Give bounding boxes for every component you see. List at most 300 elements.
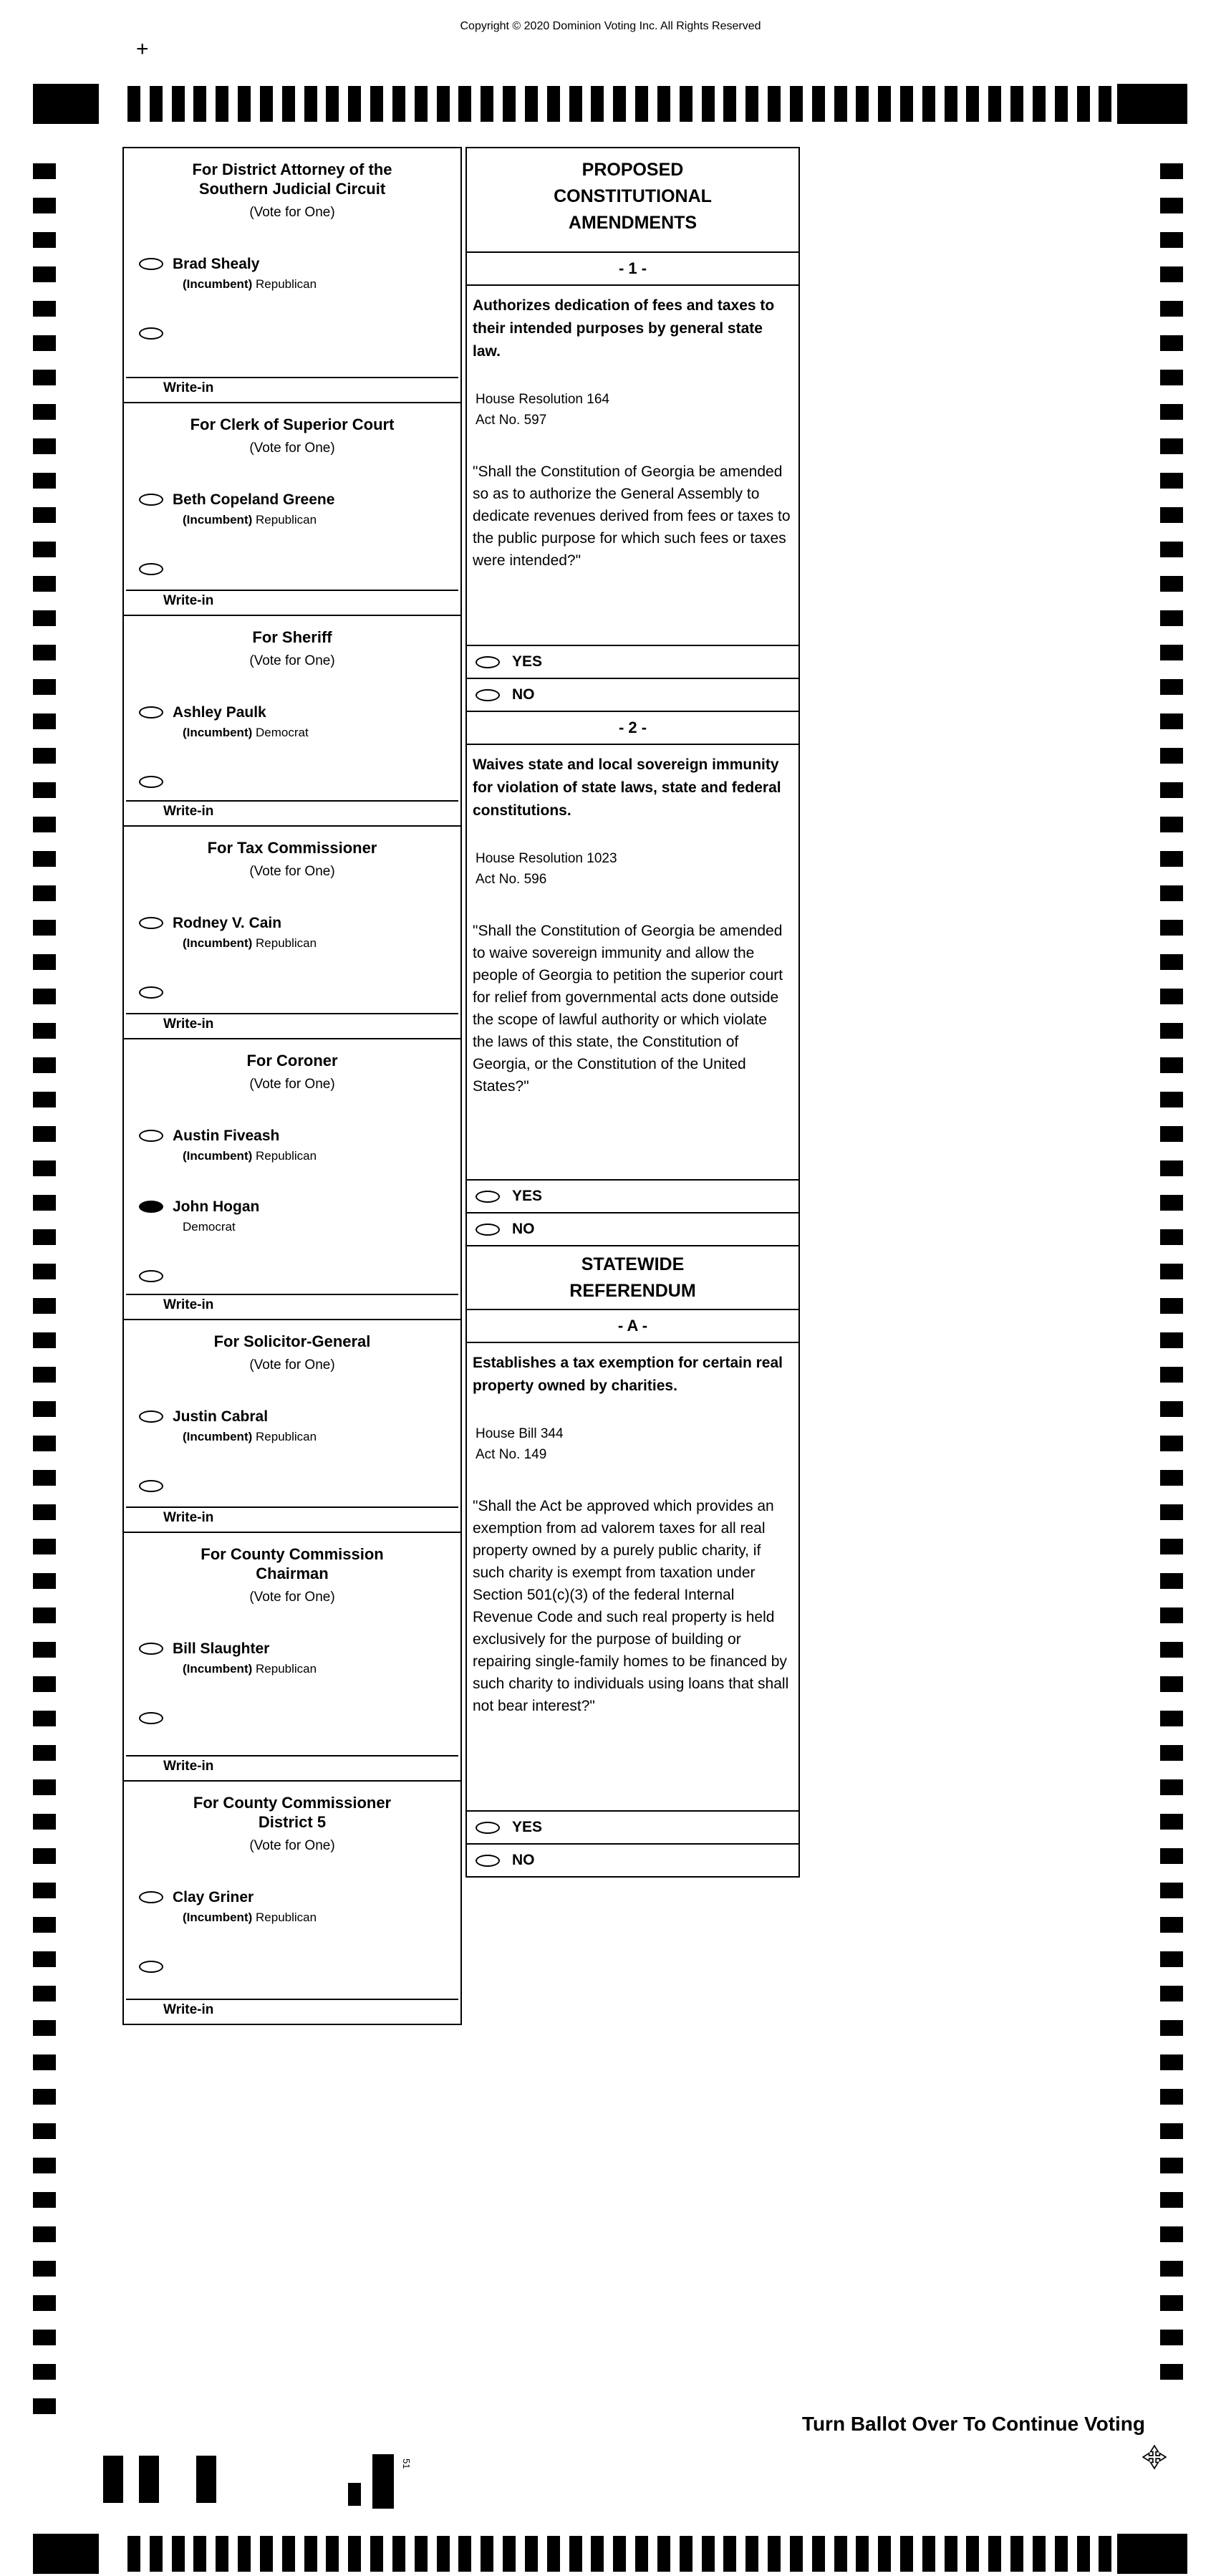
- timing-mark: [33, 1057, 56, 1073]
- option-yes: [467, 1810, 798, 1843]
- timing-mark: [1160, 1126, 1183, 1142]
- timing-mark: [1160, 2158, 1183, 2173]
- write-in-candidate-row: [139, 1709, 460, 1724]
- barcode-bar: [103, 2456, 123, 2503]
- candidate-name: Bill Slaughter: [173, 1640, 270, 1657]
- option-no: [467, 678, 798, 711]
- referendum-a: [465, 1309, 800, 1878]
- timing-mark: [33, 2123, 56, 2139]
- timing-mark: [33, 301, 56, 317]
- measure-options: [467, 1810, 798, 1876]
- timing-mark: [33, 2089, 56, 2105]
- measure-options: [467, 1179, 798, 1245]
- vote-for-instruction: (Vote for One): [249, 1357, 335, 1373]
- timing-marks-top: [0, 86, 1221, 122]
- timing-mark: [834, 2536, 847, 2572]
- timing-mark: [1160, 1779, 1183, 1795]
- timing-mark: [33, 2158, 56, 2173]
- timing-mark: [193, 2536, 206, 2572]
- candidate-detail: (Incumbent) Republican: [183, 1430, 317, 1443]
- write-in-line[interactable]: [126, 1506, 458, 1508]
- timing-mark: [1160, 1642, 1183, 1658]
- timing-mark: [33, 1883, 56, 1898]
- yes-oval[interactable]: [476, 656, 500, 668]
- timing-mark: [702, 86, 715, 122]
- option-yes: [467, 645, 798, 678]
- contest-title: For Solicitor-General: [213, 1332, 371, 1350]
- write-in-line[interactable]: [126, 590, 458, 591]
- candidate-row: [139, 1198, 460, 1234]
- no-label: NO: [512, 686, 535, 703]
- timing-mark: [1160, 266, 1183, 282]
- timing-mark: [193, 86, 206, 122]
- timing-mark: [702, 2536, 715, 2572]
- vote-for-instruction: (Vote for One): [249, 1077, 335, 1092]
- timing-mark: [260, 2536, 273, 2572]
- timing-mark: [33, 473, 56, 489]
- timing-mark: [1160, 748, 1183, 764]
- candidate-name: Beth Copeland Greene: [173, 491, 335, 508]
- write-in-candidate-row: [139, 1267, 460, 1282]
- timing-mark: [1160, 1092, 1183, 1107]
- ballot-oval[interactable]: [139, 1201, 163, 1213]
- timing-mark: [33, 370, 56, 385]
- timing-mark: [415, 2536, 428, 2572]
- candidate-name: John Hogan: [173, 1198, 260, 1215]
- timing-mark: [1160, 885, 1183, 901]
- ballot-oval[interactable]: [139, 706, 163, 719]
- timing-mark: [591, 2536, 604, 2572]
- sheet-number: 51: [401, 2459, 412, 2469]
- timing-mark: [966, 2536, 979, 2572]
- write-in-line[interactable]: [126, 800, 458, 802]
- timing-mark: [1160, 2295, 1183, 2311]
- timing-mark: [33, 1160, 56, 1176]
- ballot-oval[interactable]: [139, 1891, 163, 1903]
- timing-mark: [900, 2536, 913, 2572]
- write-in-oval[interactable]: [139, 563, 163, 575]
- timing-mark: [613, 2536, 626, 2572]
- timing-mark: [1160, 1367, 1183, 1383]
- timing-mark: [1160, 1848, 1183, 1864]
- amendment-2: [465, 711, 800, 1246]
- timing-mark: [1160, 232, 1183, 248]
- write-in-oval[interactable]: [139, 1270, 163, 1282]
- measure-question: "Shall the Constitution of Georgia be amended so as to authorize the General Assembly to dedicate revenues derived from fees or taxes to the public purpose for which such fees or taxes were intended?": [473, 463, 791, 569]
- timing-mark: [33, 2020, 56, 2036]
- timing-marks-right: [1160, 163, 1183, 2380]
- timing-mark: [458, 2536, 471, 2572]
- candidate-row: [139, 1127, 460, 1163]
- contest-county-commissioner-district-5: [122, 1780, 462, 2025]
- candidate-name: Rodney V. Cain: [173, 915, 282, 931]
- timing-mark: [33, 1195, 56, 1211]
- vote-for-instruction: (Vote for One): [249, 653, 335, 668]
- timing-mark: [282, 2536, 295, 2572]
- timing-mark: [33, 1917, 56, 1933]
- candidate-row: [139, 1408, 460, 1444]
- timing-mark: [33, 817, 56, 832]
- timing-mark: [392, 2536, 405, 2572]
- write-in-label: Write-in: [163, 1017, 214, 1032]
- candidate-row: [139, 1888, 460, 1925]
- timing-mark: [1077, 86, 1090, 122]
- timing-mark: [1160, 1057, 1183, 1073]
- timing-mark: [635, 86, 648, 122]
- candidate-detail: (Incumbent) Republican: [183, 513, 317, 527]
- timing-mark: [33, 404, 56, 420]
- timing-mark: [33, 1092, 56, 1107]
- timing-block-left: [33, 84, 99, 124]
- write-in-oval[interactable]: [139, 1712, 163, 1724]
- measure-number: - 1 -: [467, 253, 798, 286]
- write-in-line[interactable]: [126, 1294, 458, 1295]
- timing-mark: [33, 1229, 56, 1245]
- timing-mark: [33, 2295, 56, 2311]
- timing-mark: [1160, 1470, 1183, 1486]
- timing-mark: [304, 86, 317, 122]
- timing-marks-bottom: [0, 2536, 1221, 2572]
- yes-label: YES: [512, 653, 543, 670]
- timing-mark: [503, 2536, 516, 2572]
- timing-mark: [1160, 989, 1183, 1004]
- ballot-barcode: [103, 2454, 425, 2512]
- timing-mark: [127, 2536, 140, 2572]
- option-yes: [467, 1179, 798, 1212]
- timing-mark: [856, 86, 869, 122]
- timing-mark: [33, 576, 56, 592]
- timing-mark: [1160, 163, 1183, 179]
- timing-mark: [1160, 1986, 1183, 2001]
- timing-mark: [1160, 2226, 1183, 2242]
- timing-mark: [1160, 1573, 1183, 1589]
- timing-mark: [1077, 2536, 1090, 2572]
- write-in-candidate-row: [139, 984, 460, 999]
- candidate-detail: (Incumbent) Republican: [183, 277, 317, 291]
- amendment-1: [465, 251, 800, 712]
- timing-mark: [33, 232, 56, 248]
- timing-mark: [33, 1539, 56, 1554]
- timing-mark: [1160, 2020, 1183, 2036]
- no-oval[interactable]: [476, 1224, 500, 1236]
- timing-mark: [33, 1298, 56, 1314]
- timing-mark: [856, 2536, 869, 2572]
- timing-mark: [591, 86, 604, 122]
- timing-bar-strip: [127, 2536, 1112, 2572]
- vote-for-instruction: (Vote for One): [249, 1590, 335, 1605]
- write-in-candidate-row: [139, 1477, 460, 1492]
- timing-mark: [33, 198, 56, 213]
- turn-ballot-over-instruction: Turn Ballot Over To Continue Voting: [801, 2413, 1145, 2435]
- timing-mark: [481, 86, 493, 122]
- timing-mark: [1099, 2536, 1111, 2572]
- write-in-oval[interactable]: [139, 1961, 163, 1973]
- candidate-name: Clay Griner: [173, 1889, 254, 1905]
- timing-mark: [1160, 817, 1183, 832]
- timing-mark: [1160, 1195, 1183, 1211]
- timing-mark: [1160, 920, 1183, 936]
- timing-mark: [1160, 1298, 1183, 1314]
- timing-mark: [768, 2536, 781, 2572]
- no-oval[interactable]: [476, 1855, 500, 1867]
- contest-coroner: [122, 1038, 462, 1320]
- timing-mark: [1099, 86, 1111, 122]
- timing-mark: [326, 2536, 339, 2572]
- barcode-bar: [372, 2454, 394, 2509]
- timing-mark: [1160, 1332, 1183, 1348]
- timing-mark: [1160, 1160, 1183, 1176]
- timing-mark: [1160, 370, 1183, 385]
- timing-mark: [1010, 2536, 1023, 2572]
- timing-mark: [1160, 301, 1183, 317]
- timing-mark: [33, 748, 56, 764]
- timing-mark: [33, 2192, 56, 2208]
- timing-mark: [966, 86, 979, 122]
- referendum-header: STATEWIDE REFERENDUM: [465, 1245, 800, 1310]
- timing-mark: [282, 86, 295, 122]
- write-in-line[interactable]: [126, 1013, 458, 1014]
- write-in-oval[interactable]: [139, 327, 163, 340]
- measure-number: - 2 -: [467, 712, 798, 745]
- timing-mark: [33, 1332, 56, 1348]
- timing-mark: [569, 86, 582, 122]
- measure-references: House Resolution 164 Act No. 597: [476, 392, 609, 428]
- candidate-row: [139, 914, 460, 951]
- timing-mark: [812, 2536, 825, 2572]
- measure-references: House Resolution 1023 Act No. 596: [476, 851, 617, 887]
- write-in-line[interactable]: [126, 1755, 458, 1756]
- contests-column: [122, 147, 462, 2025]
- ballot-oval[interactable]: [139, 494, 163, 506]
- timing-mark: [900, 86, 913, 122]
- timing-mark: [33, 1436, 56, 1451]
- timing-mark: [437, 86, 450, 122]
- candidate-detail: (Incumbent) Republican: [183, 1911, 317, 1924]
- vote-for-instruction: (Vote for One): [249, 864, 335, 879]
- write-in-line[interactable]: [126, 377, 458, 378]
- timing-mark: [1160, 713, 1183, 729]
- candidate-row: [139, 1640, 460, 1676]
- yes-oval[interactable]: [476, 1191, 500, 1203]
- timing-mark: [172, 2536, 185, 2572]
- timing-mark: [348, 86, 361, 122]
- ballot-oval[interactable]: [139, 258, 163, 270]
- write-in-area: [124, 377, 460, 402]
- timing-mark: [723, 86, 736, 122]
- timing-mark: [1160, 954, 1183, 970]
- timing-mark: [33, 2261, 56, 2277]
- ballot-oval[interactable]: [139, 1410, 163, 1423]
- timing-mark: [1160, 1676, 1183, 1692]
- measures-column: [465, 147, 800, 1878]
- timing-mark: [745, 2536, 758, 2572]
- timing-mark: [216, 86, 228, 122]
- timing-mark: [1160, 335, 1183, 351]
- timing-mark: [1160, 1814, 1183, 1830]
- write-in-label: Write-in: [163, 1759, 214, 1774]
- contest-county-commission-chairman: [122, 1532, 462, 1782]
- timing-mark: [33, 266, 56, 282]
- timing-mark: [33, 438, 56, 454]
- contest-title: For County Commissioner District 5: [193, 1794, 392, 1831]
- write-in-line[interactable]: [126, 1999, 458, 2000]
- timing-mark: [33, 1951, 56, 1967]
- timing-bar-strip: [127, 86, 1112, 122]
- ballot-oval[interactable]: [139, 1643, 163, 1655]
- timing-mark: [525, 86, 538, 122]
- timing-mark: [922, 86, 935, 122]
- write-in-area: [124, 1506, 460, 1532]
- timing-mark: [1055, 86, 1068, 122]
- timing-mark: [1160, 782, 1183, 798]
- timing-mark: [33, 1504, 56, 1520]
- timing-block-left: [33, 2534, 99, 2574]
- timing-mark: [878, 2536, 891, 2572]
- timing-mark: [33, 2364, 56, 2380]
- timing-mark: [370, 2536, 383, 2572]
- timing-mark: [216, 2536, 228, 2572]
- timing-mark: [481, 2536, 493, 2572]
- timing-mark: [260, 86, 273, 122]
- vote-for-instruction: (Vote for One): [249, 1838, 335, 1853]
- timing-mark: [790, 86, 803, 122]
- timing-mark: [569, 2536, 582, 2572]
- contest-solicitor-general: [122, 1319, 462, 1533]
- timing-mark: [33, 1745, 56, 1761]
- timing-mark: [33, 1642, 56, 1658]
- yes-oval[interactable]: [476, 1822, 500, 1834]
- timing-mark: [238, 2536, 251, 2572]
- timing-mark: [33, 1470, 56, 1486]
- timing-mark: [33, 1607, 56, 1623]
- contest-title: For Clerk of Superior Court: [190, 415, 395, 433]
- write-in-label: Write-in: [163, 804, 214, 819]
- measure-options: [467, 645, 798, 711]
- timing-mark: [1160, 1607, 1183, 1623]
- timing-mark: [790, 2536, 803, 2572]
- candidate-detail: (Incumbent) Republican: [183, 1662, 317, 1676]
- timing-mark: [33, 1986, 56, 2001]
- timing-mark: [33, 2054, 56, 2070]
- timing-mark: [1160, 438, 1183, 454]
- timing-mark: [525, 2536, 538, 2572]
- measure-summary: Authorizes dedication of fees and taxes to their intended purposes by general state law.: [473, 297, 775, 360]
- write-in-area: [124, 1294, 460, 1319]
- option-no: [467, 1843, 798, 1876]
- timing-mark: [1160, 1401, 1183, 1417]
- write-in-oval[interactable]: [139, 986, 163, 999]
- timing-mark: [33, 1711, 56, 1726]
- registration-plus-mark: +: [136, 37, 149, 61]
- contest-sheriff: [122, 615, 462, 827]
- write-in-oval[interactable]: [139, 1480, 163, 1492]
- timing-mark: [1160, 2089, 1183, 2105]
- timing-mark: [657, 2536, 670, 2572]
- candidate-detail: (Incumbent) Democrat: [183, 726, 309, 739]
- write-in-candidate-row: [139, 1958, 460, 1973]
- write-in-area: [124, 1999, 460, 2024]
- timing-mark: [33, 1676, 56, 1692]
- timing-mark: [150, 2536, 163, 2572]
- timing-mark: [503, 86, 516, 122]
- timing-mark: [304, 2536, 317, 2572]
- timing-mark: [723, 2536, 736, 2572]
- write-in-area: [124, 590, 460, 615]
- timing-mark: [1160, 507, 1183, 523]
- timing-mark: [437, 2536, 450, 2572]
- timing-mark: [613, 86, 626, 122]
- timing-mark: [1160, 645, 1183, 660]
- move-cursor-icon: [1142, 2444, 1167, 2470]
- timing-mark: [768, 86, 781, 122]
- timing-mark: [1160, 1883, 1183, 1898]
- timing-mark: [33, 851, 56, 867]
- timing-mark: [878, 86, 891, 122]
- write-in-area: [124, 800, 460, 825]
- candidate-row: [139, 255, 460, 292]
- candidate-name: Ashley Paulk: [173, 704, 266, 721]
- candidate-detail: Democrat: [183, 1220, 236, 1234]
- timing-mark: [150, 86, 163, 122]
- contest-title: For Sheriff: [252, 628, 332, 646]
- write-in-label: Write-in: [163, 1510, 214, 1525]
- candidate-name: Brad Shealy: [173, 256, 260, 272]
- timing-mark: [1160, 2261, 1183, 2277]
- timing-mark: [680, 2536, 692, 2572]
- timing-mark: [812, 86, 825, 122]
- timing-mark: [33, 920, 56, 936]
- timing-mark: [458, 86, 471, 122]
- timing-mark: [1160, 1745, 1183, 1761]
- timing-block-right: [1117, 2534, 1187, 2574]
- contest-title: For District Attorney of the Southern Judicial Circuit: [192, 160, 392, 198]
- timing-mark: [33, 610, 56, 626]
- timing-mark: [945, 2536, 957, 2572]
- timing-mark: [1160, 1436, 1183, 1451]
- barcode-bar: [139, 2456, 159, 2503]
- timing-mark: [1033, 86, 1046, 122]
- timing-mark: [1160, 473, 1183, 489]
- timing-mark: [33, 2398, 56, 2414]
- timing-mark: [988, 2536, 1001, 2572]
- timing-mark: [33, 645, 56, 660]
- timing-mark: [988, 86, 1001, 122]
- yes-label: YES: [512, 1819, 543, 1835]
- measure-references: House Bill 344 Act No. 149: [476, 1426, 564, 1462]
- timing-mark: [33, 1126, 56, 1142]
- timing-mark: [127, 86, 140, 122]
- write-in-label: Write-in: [163, 1297, 214, 1312]
- timing-mark: [33, 542, 56, 557]
- no-oval[interactable]: [476, 689, 500, 701]
- ballot-oval[interactable]: [139, 917, 163, 929]
- timing-mark: [33, 954, 56, 970]
- timing-mark: [33, 335, 56, 351]
- timing-mark: [33, 989, 56, 1004]
- ballot-oval[interactable]: [139, 1130, 163, 1142]
- candidate-detail: (Incumbent) Republican: [183, 1149, 317, 1163]
- write-in-area: [124, 1755, 460, 1780]
- timing-mark: [33, 2226, 56, 2242]
- timing-mark: [33, 782, 56, 798]
- timing-mark: [1160, 576, 1183, 592]
- write-in-oval[interactable]: [139, 776, 163, 788]
- vote-for-instruction: (Vote for One): [249, 205, 335, 220]
- write-in-candidate-row: [139, 773, 460, 788]
- timing-mark: [33, 1023, 56, 1039]
- timing-mark: [657, 86, 670, 122]
- timing-mark: [1160, 1711, 1183, 1726]
